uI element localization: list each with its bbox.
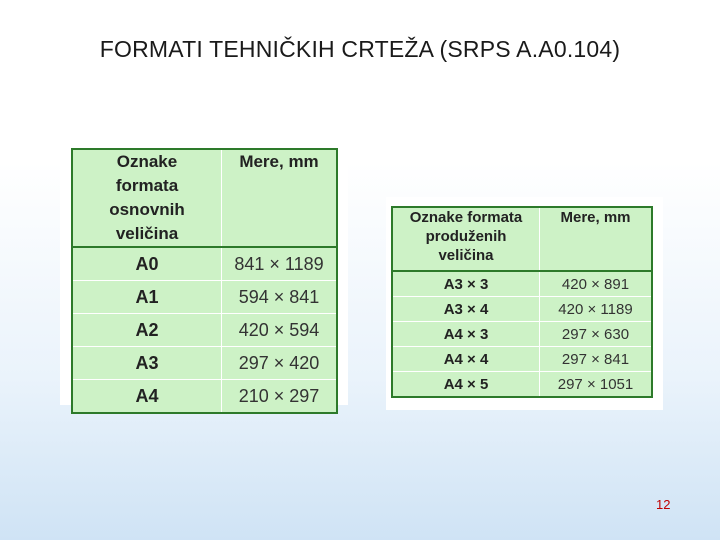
slide-title: FORMATI TEHNIČKIH CRTEŽA (SRPS A.A0.104) xyxy=(99,36,621,62)
format-code-cell: A4 × 3 xyxy=(392,322,540,347)
dimensions-cell: 420 × 891 xyxy=(540,271,653,297)
dimensions-cell: 210 × 297 xyxy=(222,380,338,414)
header-dimensions: Mere, mm xyxy=(222,149,338,247)
format-code-cell: A3 × 4 xyxy=(392,297,540,322)
table-header-row xyxy=(392,207,652,271)
basic-formats-table-frame xyxy=(60,143,348,405)
dimensions-cell: 297 × 420 xyxy=(222,347,338,380)
table-row xyxy=(72,247,337,281)
page-number: 12 xyxy=(656,497,671,512)
format-code-cell: A3 xyxy=(72,347,222,380)
dimensions-cell: 594 × 841 xyxy=(222,281,338,314)
extended-formats-table-frame xyxy=(386,197,663,410)
table-row xyxy=(72,281,337,314)
header-format-code xyxy=(72,149,222,247)
dimensions-cell: 420 × 594 xyxy=(222,314,338,347)
dimensions-cell: 297 × 1051 xyxy=(540,372,653,398)
table-row xyxy=(72,347,337,380)
format-code-cell: A1 xyxy=(72,281,222,314)
table-row xyxy=(72,314,337,347)
header-dimensions: Mere, mm xyxy=(540,207,653,271)
header-format-code-label: Oznake formata osnovnih veličina xyxy=(109,152,185,243)
dimensions-cell: 841 × 1189 xyxy=(222,247,338,281)
table-row xyxy=(392,297,652,322)
table-row xyxy=(392,347,652,372)
format-code-cell: A4 xyxy=(72,380,222,414)
format-code-cell: A3 × 3 xyxy=(392,271,540,297)
dimensions-cell: 297 × 630 xyxy=(540,322,653,347)
table-header-row xyxy=(72,149,337,247)
header-format-code-label: Oznake formata produženih veličina xyxy=(409,209,523,264)
basic-formats-table xyxy=(71,148,338,414)
dimensions-cell: 420 × 1189 xyxy=(540,297,653,322)
format-code-cell: A4 × 5 xyxy=(392,372,540,398)
table-row xyxy=(392,271,652,297)
header-format-code xyxy=(392,207,540,271)
format-code-cell: A4 × 4 xyxy=(392,347,540,372)
format-code-cell: A0 xyxy=(72,247,222,281)
table-row xyxy=(72,380,337,414)
table-row xyxy=(392,372,652,398)
extended-formats-table xyxy=(391,206,653,398)
table-row xyxy=(392,322,652,347)
format-code-cell: A2 xyxy=(72,314,222,347)
dimensions-cell: 297 × 841 xyxy=(540,347,653,372)
